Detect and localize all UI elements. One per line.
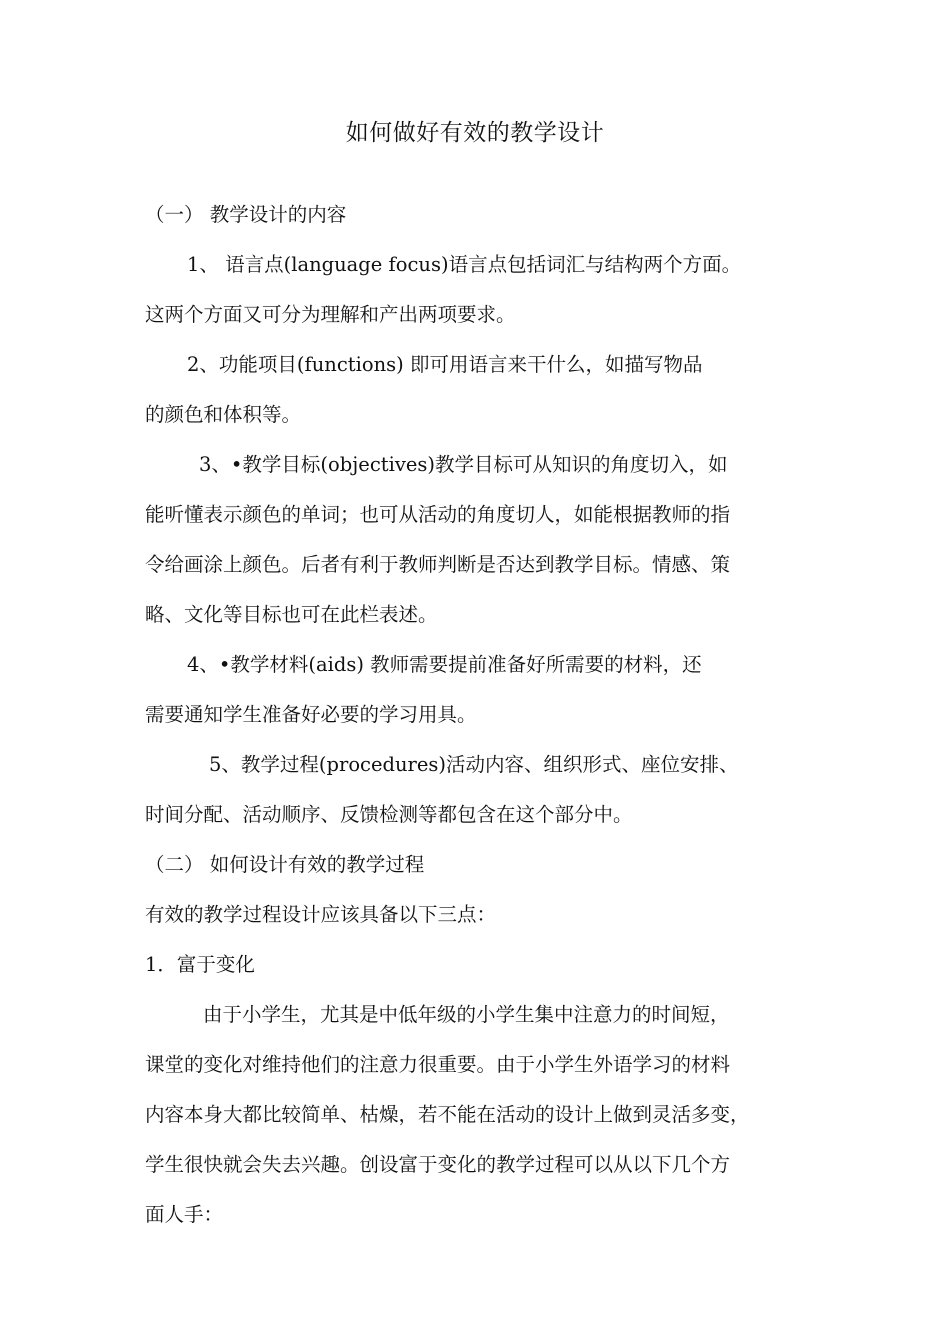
body-line: 4、•教学材料(aids) 教师需要提前准备好所需要的材料，还 xyxy=(187,653,702,676)
section-heading-1: （一） 教学设计的内容 xyxy=(145,203,347,226)
document-title: 如何做好有效的教学设计 xyxy=(345,120,605,146)
body-line: 这两个方面又可分为理解和产出两项要求。 xyxy=(145,303,516,326)
body-line: 令给画涂上颜色。后者有利于教师判断是否达到教学目标。情感、策 xyxy=(145,553,731,576)
body-line: 5、教学过程(procedures)活动内容、组织形式、座位安排、 xyxy=(209,753,739,776)
body-line: 课堂的变化对维持他们的注意力很重要。由于小学生外语学习的材料 xyxy=(145,1053,731,1076)
body-line: 需要通知学生准备好必要的学习用具。 xyxy=(145,703,477,726)
body-line: 内容本身大都比较简单、枯燥，若不能在活动的设计上做到灵活多变， xyxy=(145,1103,750,1126)
body-line: 能听懂表示颜色的单词；也可从活动的角度切人，如能根据教师的指 xyxy=(145,503,731,526)
body-line: 3、•教学目标(objectives)教学目标可从知识的角度切入，如 xyxy=(199,453,728,476)
body-line: 面人手： xyxy=(145,1203,224,1226)
body-line: 2、功能项目(functions) 即可用语言来干什么，如描写物品 xyxy=(187,353,703,376)
body-line: 时间分配、活动顺序、反馈检测等都包含在这个部分中。 xyxy=(145,803,633,826)
subheading: 1．富于变化 xyxy=(145,953,255,976)
document-body xyxy=(145,190,807,1240)
body-line: 由于小学生，尤其是中低年级的小学生集中注意力的时间短， xyxy=(203,1003,730,1026)
body-line: 的颜色和体积等。 xyxy=(145,403,302,426)
body-line: 学生很快就会失去兴趣。创设富于变化的教学过程可以从以下几个方 xyxy=(145,1153,731,1176)
body-line: 略、文化等目标也可在此栏表述。 xyxy=(145,603,438,626)
body-line: 有效的教学过程设计应该具备以下三点： xyxy=(145,903,497,926)
body-line: 1、 语言点(language focus)语言点包括词汇与结构两个方面。 xyxy=(187,253,742,276)
section-heading-2: （二） 如何设计有效的教学过程 xyxy=(145,853,425,876)
